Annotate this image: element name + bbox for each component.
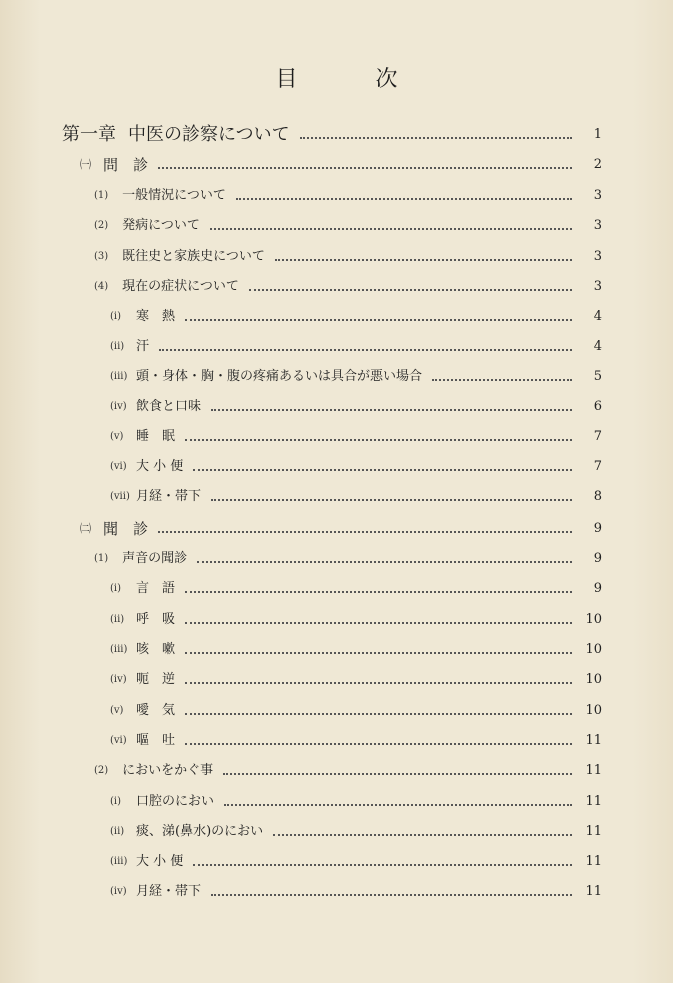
toc-entry [110, 306, 602, 328]
toc-entry-label: 中医の診察について [128, 124, 290, 145]
toc-entry-number: ㈡ [80, 522, 91, 535]
leader-dots [185, 713, 572, 715]
toc-entry [110, 366, 602, 388]
toc-entry-number: (vi) [110, 461, 127, 472]
toc-entry-number: (ii) [110, 826, 125, 837]
toc-entry-number: (iii) [110, 644, 128, 655]
toc-entry-label: 現在の症状について [122, 279, 239, 294]
toc-entry [110, 336, 602, 358]
toc-entry-label: 問 診 [103, 156, 149, 174]
toc-entry-label: 既往史と家族史について [122, 249, 265, 264]
toc-entry-label: 頭・身体・胸・腹の疼痛あるいは具合が悪い場合 [136, 369, 423, 384]
toc-entry [110, 669, 602, 691]
toc-entry-label: 呼 吸 [136, 612, 176, 627]
toc-entry-label: 声音の聞診 [122, 551, 188, 566]
leader-dots [185, 319, 572, 321]
leader-dots [193, 469, 572, 471]
toc-entry-page: 5 [593, 369, 602, 384]
toc-entry [80, 518, 602, 540]
toc-entry-page: 11 [585, 763, 602, 778]
leader-dots [249, 289, 572, 291]
toc-entry-number: (iv) [110, 886, 127, 897]
toc-entry [94, 185, 602, 207]
toc-entry-page: 3 [593, 188, 602, 203]
leader-dots [185, 591, 572, 593]
toc-entry-label: 嘔 吐 [136, 733, 176, 748]
toc-entry-label: 月経・帯下 [136, 489, 202, 504]
leader-dots [273, 834, 572, 836]
leader-dots [185, 682, 572, 684]
toc-entry-number: (2) [94, 765, 109, 776]
toc-entry-page: 9 [593, 581, 602, 596]
toc-entry-label: においをかぐ事 [122, 763, 214, 778]
toc-entry-number: (vi) [110, 735, 127, 746]
toc-entry-label: 呃 逆 [136, 672, 176, 687]
leader-dots [223, 773, 572, 775]
leader-dots [211, 409, 572, 411]
toc-entry [110, 730, 602, 752]
toc-entry-number: (4) [94, 281, 109, 292]
leader-dots [211, 499, 572, 501]
leader-dots [224, 804, 572, 806]
leader-dots [193, 864, 572, 866]
toc-entry-page: 11 [585, 884, 602, 899]
toc-entry-number: (iv) [110, 401, 127, 412]
toc-entry-label: 寒 熱 [136, 309, 176, 324]
toc-entry-label: 睡 眠 [136, 429, 176, 444]
toc-entry-page: 8 [593, 489, 602, 504]
toc-entry-page: 4 [593, 339, 602, 354]
toc-entry-number: (iii) [110, 371, 128, 382]
toc-entry-label: 口腔のにおい [136, 794, 215, 809]
toc-entry-label: 聞 診 [103, 520, 149, 538]
toc-entry [110, 700, 602, 722]
leader-dots [211, 894, 572, 896]
toc-entry-number: (ii) [110, 614, 125, 625]
toc-entry-page: 2 [593, 157, 602, 172]
toc-entry-page: 9 [593, 521, 602, 536]
toc-entry-number: 第一章 [62, 124, 116, 145]
leader-dots [275, 259, 572, 261]
toc-entry-number: (i) [110, 796, 122, 807]
toc-entry-label: 発病について [122, 218, 200, 233]
leader-dots [158, 167, 572, 169]
toc-entry [94, 760, 602, 782]
toc-entry-page: 1 [593, 127, 602, 142]
leader-dots [432, 379, 572, 381]
toc-entry-page: 4 [593, 309, 602, 324]
toc-entry-page: 7 [593, 429, 602, 444]
toc-entry [94, 215, 602, 237]
toc-entry [110, 791, 602, 813]
toc-entry-page: 10 [585, 672, 602, 687]
leader-dots [158, 531, 572, 533]
toc-entry [110, 609, 602, 631]
toc-entry-page: 3 [593, 249, 602, 264]
toc-entry-label: 月経・帯下 [136, 884, 202, 899]
toc-entry-page: 9 [593, 551, 602, 566]
leader-dots [210, 228, 572, 230]
toc-entry-label: 飲食と口味 [136, 399, 202, 414]
toc-entry [110, 426, 602, 448]
toc-entry-number: (2) [94, 220, 109, 231]
toc-entry-number: (v) [110, 431, 124, 442]
toc-entry [110, 821, 602, 843]
toc-entry-number: (i) [110, 583, 122, 594]
toc-entry [110, 639, 602, 661]
toc-entry [94, 246, 602, 268]
toc-entry-page: 10 [585, 642, 602, 657]
leader-dots [236, 198, 572, 200]
leader-dots [185, 622, 572, 624]
leader-dots [300, 137, 572, 139]
toc-entry-label: 言 語 [136, 581, 176, 596]
toc-entry-number: (iv) [110, 674, 127, 685]
toc-entry-label: 汗 [136, 339, 150, 354]
toc-entry-number: (v) [110, 705, 124, 716]
toc-entry-label: 大 小 便 [136, 459, 184, 474]
toc-entry-label: 噯 気 [136, 703, 176, 718]
toc-entry-page: 6 [593, 399, 602, 414]
toc-entry-label: 痰、涕(鼻水)のにおい [136, 824, 264, 839]
toc-entry-number: (iii) [110, 856, 128, 867]
toc-entry-label: 咳 嗽 [136, 642, 176, 657]
toc-entry-page: 3 [593, 279, 602, 294]
toc-entry-number: (1) [94, 190, 109, 201]
toc-entry [110, 578, 602, 600]
toc-entry [94, 548, 602, 570]
toc-entry-label: 大 小 便 [136, 854, 184, 869]
leader-dots [159, 349, 572, 351]
toc-entry-page: 11 [585, 733, 602, 748]
toc-entry [110, 396, 602, 418]
toc-entry-number: (3) [94, 251, 109, 262]
leader-dots [185, 652, 572, 654]
toc-entry-number: (1) [94, 553, 109, 564]
toc-entry-page: 10 [585, 703, 602, 718]
toc-entry-page: 11 [585, 824, 602, 839]
toc-entry [80, 154, 602, 176]
toc-entry-number: ㈠ [80, 158, 91, 171]
toc-entry [110, 851, 602, 873]
toc-entry-label: 一般情況について [122, 188, 226, 203]
toc-entry-page: 10 [585, 612, 602, 627]
toc-entry [110, 456, 602, 478]
toc-entry-number: (vii) [110, 491, 130, 502]
leader-dots [185, 743, 572, 745]
toc-entry-page: 3 [593, 218, 602, 233]
toc-entry [110, 881, 602, 903]
toc-entry [62, 124, 602, 146]
toc-entry-number: (i) [110, 311, 122, 322]
leader-dots [197, 561, 572, 563]
toc-entry-number: (ii) [110, 341, 125, 352]
page-title: 目 次 [275, 67, 426, 92]
leader-dots [185, 439, 572, 441]
toc-entry-page: 7 [593, 459, 602, 474]
toc-entry [94, 276, 602, 298]
toc-entry-page: 11 [585, 854, 602, 869]
toc-entry-page: 11 [585, 794, 602, 809]
toc-entry [110, 486, 602, 508]
